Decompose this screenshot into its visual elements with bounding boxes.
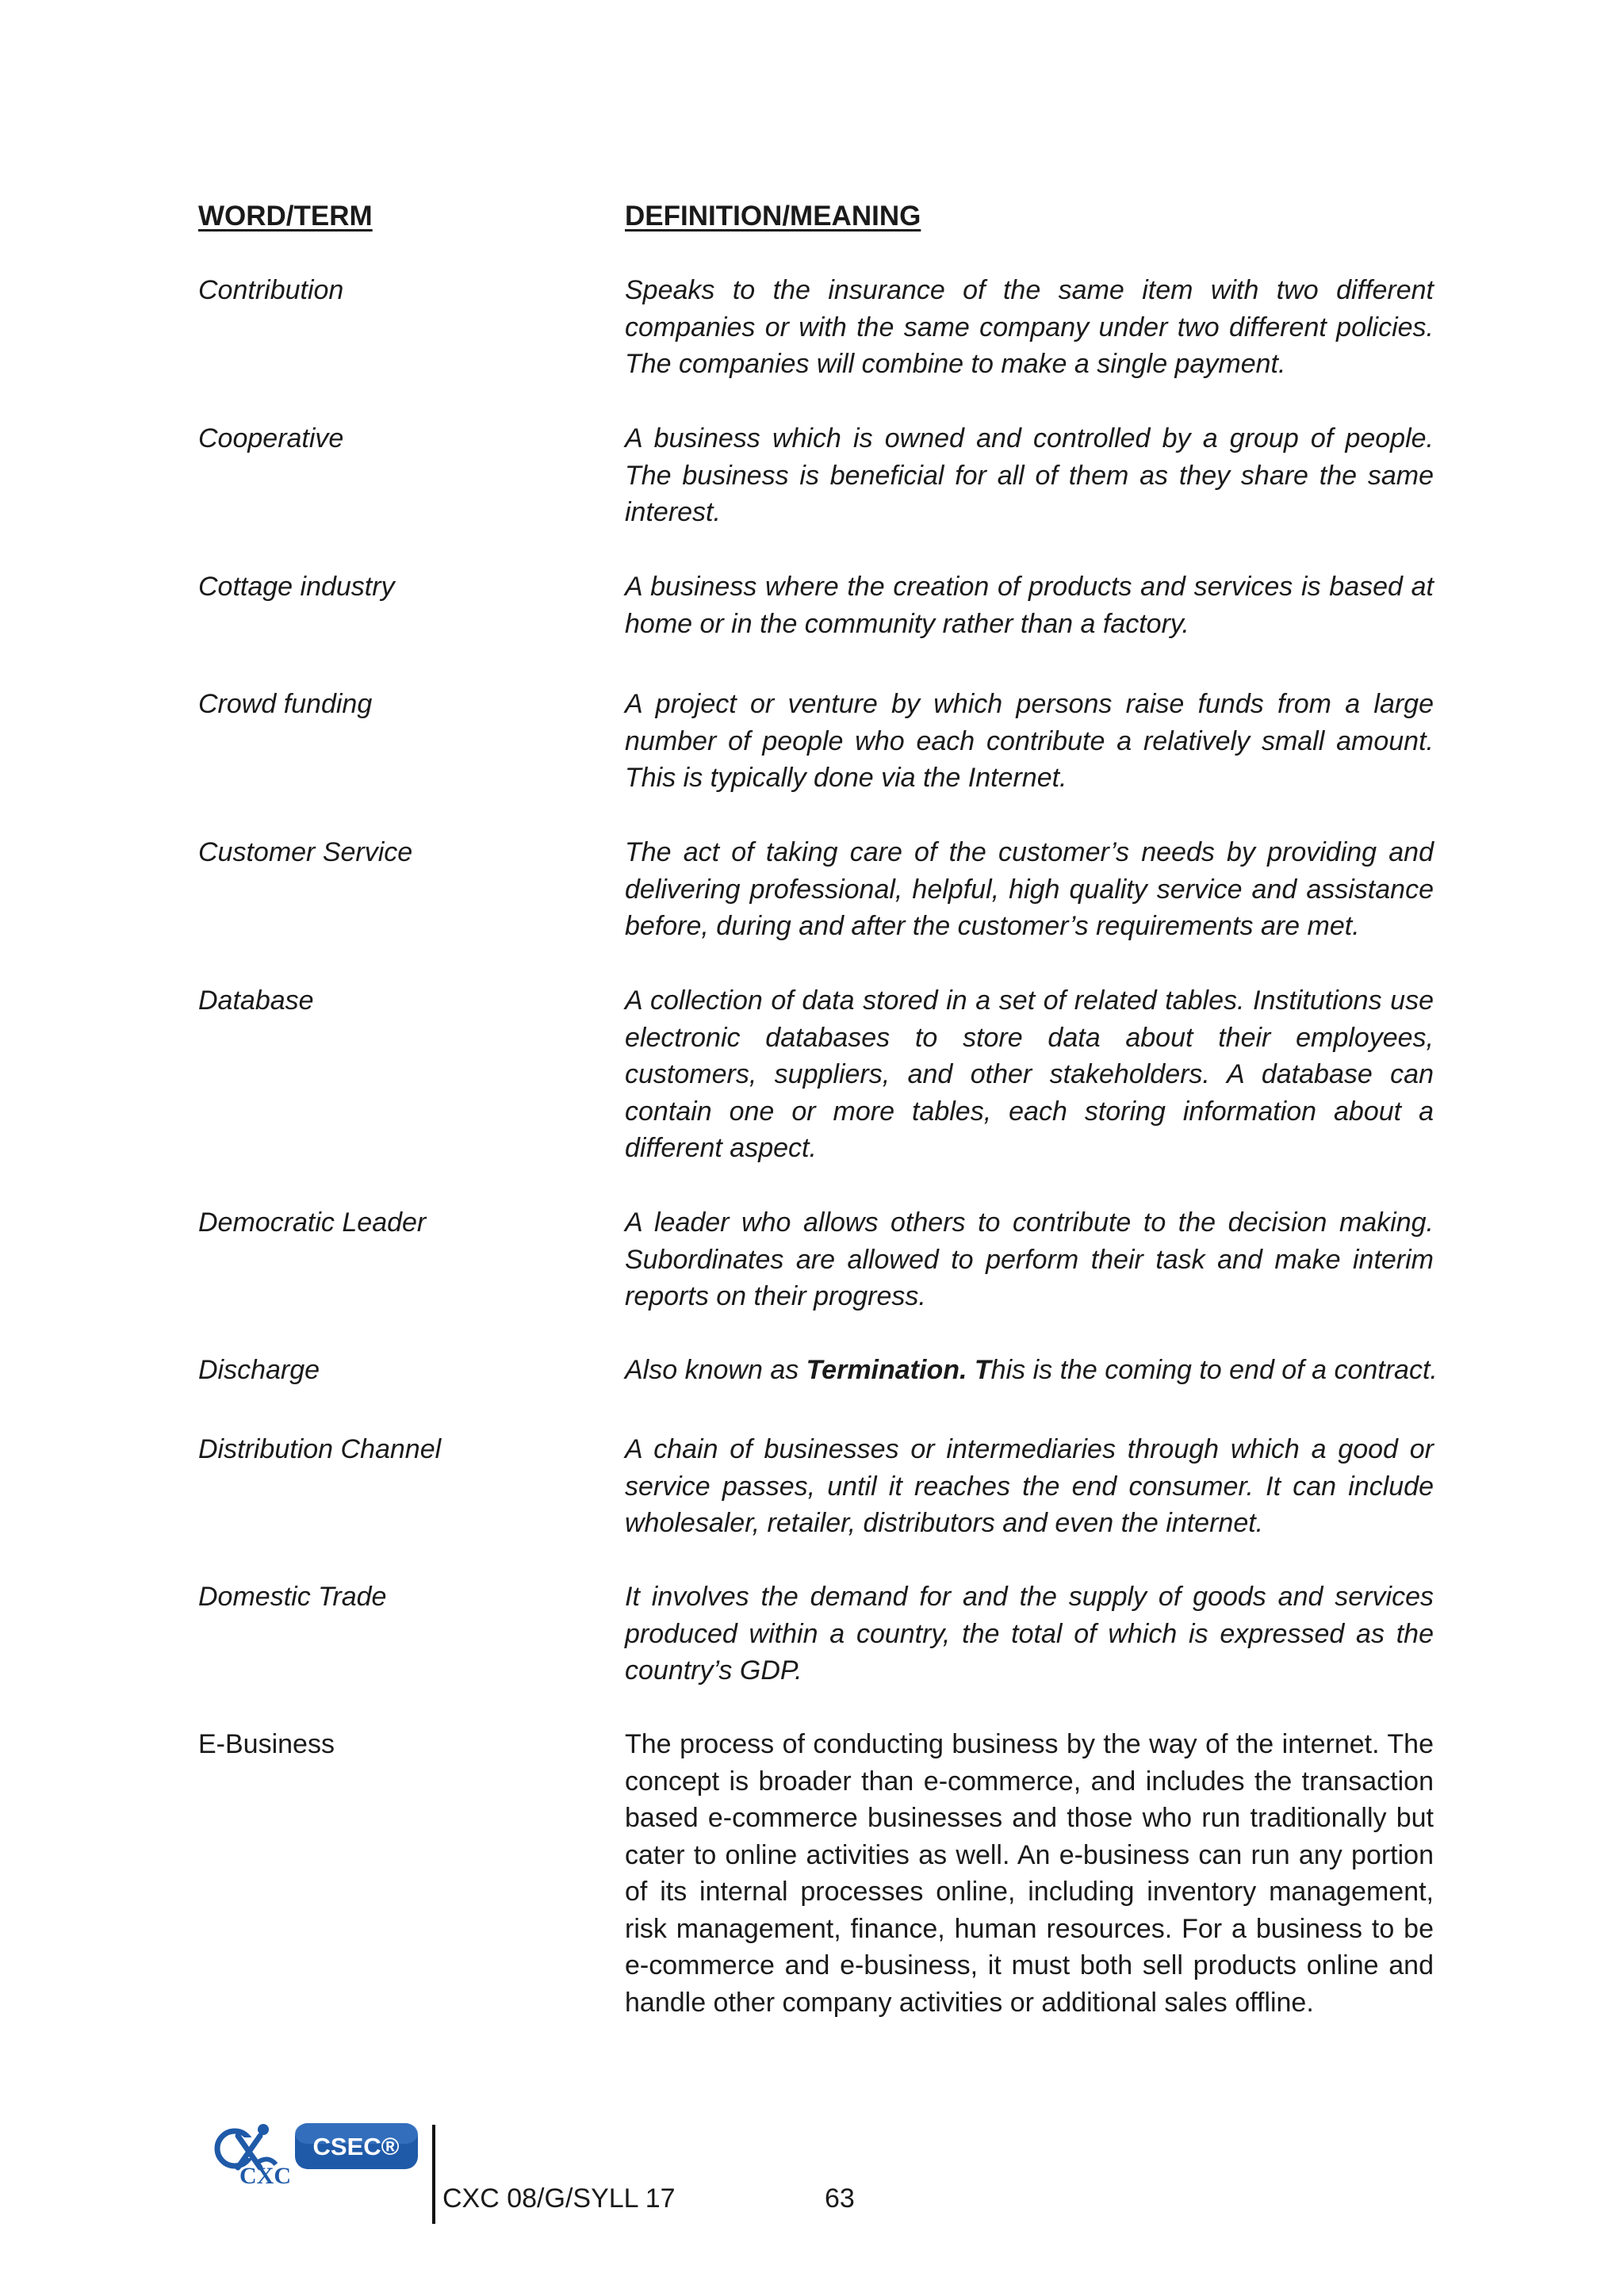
cxc-csec-logo: [208, 2117, 422, 2188]
glossary-definition: It involves the demand for and the supply of goods and services produced within a country, the total of which is expressed as the country’s GDP.: [625, 1582, 1434, 1686]
cxc-mark: [217, 2124, 291, 2188]
term-column-header: WORD/TERM: [198, 201, 373, 232]
glossary-term: Database: [198, 985, 314, 1016]
glossary-definition: A project or venture by which persons raise funds from a large number of people who each contribute a relatively small amount. This is typically done via the Internet.: [625, 689, 1434, 793]
glossary-term: Contribution: [198, 275, 344, 305]
glossary-definition: Speaks to the insurance of the same item with two different companies or with the same company under two different policies. The companies will combine to make a single payment.: [625, 275, 1434, 379]
glossary-term: Democratic Leader: [198, 1207, 427, 1238]
definition-suffix: his is the coming to end of a contract.: [990, 1355, 1438, 1385]
glossary-definition: A business where the creation of products and services is based at home or in the community rather than a factory.: [625, 572, 1434, 639]
glossary-term: E-Business: [198, 1729, 335, 1759]
footer-divider: [432, 2125, 435, 2224]
cxc-logo-icon: [208, 2117, 422, 2188]
cxc-mark-text: CXC: [239, 2163, 291, 2188]
definition-prefix: Also known as: [625, 1355, 806, 1385]
glossary-definition: A collection of data stored in a set of related tables. Institutions use electronic databases to store data about their employees, customers, suppliers, and other stakeholders. A database can contain one or more tables, each storing information about a different aspect.: [625, 985, 1434, 1163]
glossary-term: Cooperative: [198, 423, 344, 453]
glossary-definition: The process of conducting business by the way of the internet. The concept is broader than e-commerce, and includes the transaction based e-commerce businesses and those who run traditionally but cater to online activities as well. An e-business can run any portion of its internal processes online, including inventory management, risk management, finance, human resources. For a business to be e-commerce and e-business, it must both sell products online and handle other company activities or additional sales offline.: [625, 1729, 1434, 2018]
glossary-definition: A business which is owned and controlled by a group of people. The business is beneficial for all of them as they share the same interest.: [625, 423, 1434, 527]
document-code: CXC 08/G/SYLL 17: [442, 2183, 676, 2214]
definition-column-header: DEFINITION/MEANING: [625, 201, 921, 232]
glossary-definition: A chain of businesses or intermediaries through which a good or service passes, until it reaches the end consumer. It can include wholesaler, retailer, distributors and even the internet.: [625, 1434, 1434, 1538]
glossary-term: Customer Service: [198, 837, 413, 867]
glossary-term: Domestic Trade: [198, 1582, 387, 1612]
glossary-term: Discharge: [198, 1355, 320, 1385]
page-number: 63: [825, 2183, 855, 2214]
glossary-term: Distribution Channel: [198, 1434, 442, 1464]
glossary-definition: The act of taking care of the customer’s needs by providing and delivering professional, helpful, high quality service and assistance before, during and after the customer’s requirements are met.: [625, 837, 1434, 941]
glossary-term: Cottage industry: [198, 572, 395, 602]
csec-badge-text: CSEC®: [312, 2133, 400, 2160]
definition-bold-term: Termination. T: [806, 1355, 991, 1385]
glossary-definition: A leader who allows others to contribute to the decision making. Subordinates are allowed to perform their task and make interim reports on their progress.: [625, 1207, 1434, 1311]
glossary-term: Crowd funding: [198, 689, 373, 719]
glossary-definition: [625, 1352, 1438, 1389]
